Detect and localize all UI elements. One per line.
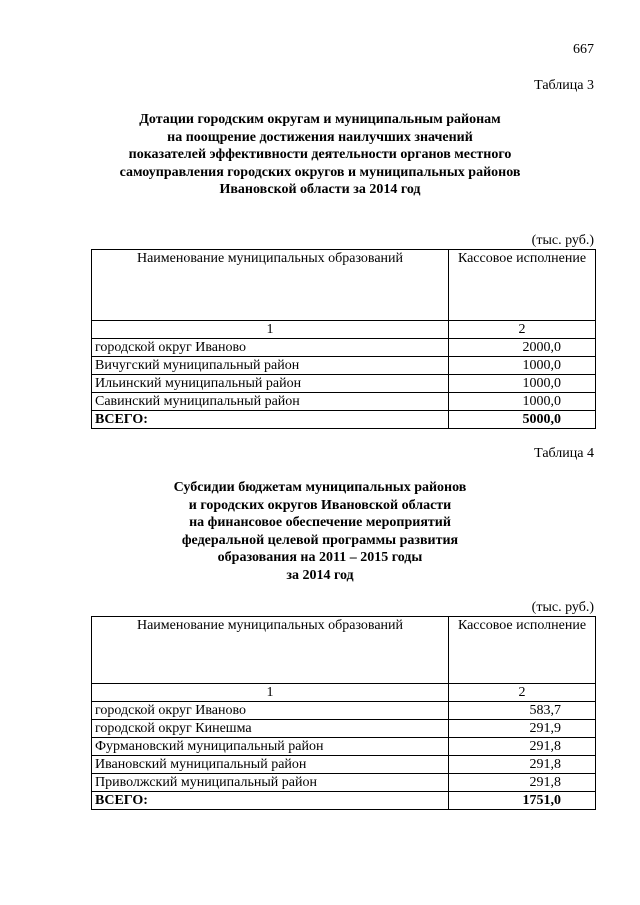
row-name: Вичугский муниципальный район <box>92 357 449 375</box>
row-name: городской округ Иваново <box>92 339 449 357</box>
table3-header-value: Кассовое исполнение <box>449 250 596 321</box>
table-row <box>92 357 596 375</box>
table4-title-line: за 2014 год <box>286 567 354 583</box>
table3-header-name: Наименование муниципальных образований <box>92 250 449 321</box>
table4-colnum: 2 <box>449 684 596 702</box>
table3-label: Таблица 3 <box>534 78 594 93</box>
total-label: ВСЕГО: <box>92 411 449 429</box>
row-name: Приволжский муниципальный район <box>92 774 449 792</box>
row-name: Фурмановский муниципальный район <box>92 738 449 756</box>
row-name: Савинский муниципальный район <box>92 393 449 411</box>
table3-title <box>0 111 640 199</box>
table-row <box>92 738 596 756</box>
table3-title-line: показателей эффективности деятельности органов местного <box>128 147 512 162</box>
table3-title-line: Дотации городским округам и муниципальным районам <box>139 112 501 127</box>
total-value: 1751,0 <box>449 792 596 810</box>
row-value: 583,7 <box>449 702 596 720</box>
table4-title-line: федеральной целевой программы развития <box>181 532 459 548</box>
table4-title-line: Субсидии бюджетам муниципальных районов <box>173 480 467 495</box>
row-value: 1000,0 <box>449 375 596 393</box>
row-value: 2000,0 <box>449 339 596 357</box>
row-name: городской округ Иваново <box>92 702 449 720</box>
table3-title-line: самоуправления городских округов и муниципальных районов <box>119 164 521 180</box>
table-row <box>92 375 596 393</box>
table4-title <box>0 479 640 584</box>
table-row <box>92 702 596 720</box>
row-value: 291,8 <box>449 774 596 792</box>
row-name: городской округ Кинешма <box>92 720 449 738</box>
row-name: Ильинский муниципальный район <box>92 375 449 393</box>
table3 <box>91 249 596 429</box>
row-value: 291,8 <box>449 738 596 756</box>
total-row <box>92 792 596 810</box>
row-value: 1000,0 <box>449 357 596 375</box>
table4-unit: (тыс. руб.) <box>531 600 594 615</box>
table4-title-line: образования на 2011 – 2015 годы <box>217 550 423 565</box>
table4-title-line: на финансовое обеспечение мероприятий <box>189 515 451 530</box>
table3-colnum: 2 <box>449 321 596 339</box>
table3-title-line: на поощрение достижения наилучших значений <box>167 129 473 145</box>
table3-colnum: 1 <box>92 321 449 339</box>
table4 <box>91 616 596 810</box>
table4-title-line: и городских округов Ивановской области <box>188 497 452 513</box>
table3-title-line: Ивановской области за 2014 год <box>219 182 421 197</box>
total-value: 5000,0 <box>449 411 596 429</box>
row-name: Ивановский муниципальный район <box>92 756 449 774</box>
table4-colnum: 1 <box>92 684 449 702</box>
table-row <box>92 756 596 774</box>
row-value: 291,9 <box>449 720 596 738</box>
table-row <box>92 393 596 411</box>
table3-unit: (тыс. руб.) <box>531 233 594 248</box>
table-row <box>92 774 596 792</box>
table-row <box>92 339 596 357</box>
row-value: 291,8 <box>449 756 596 774</box>
table4-label: Таблица 4 <box>534 446 594 461</box>
table4-header-name: Наименование муниципальных образований <box>92 617 449 684</box>
total-row <box>92 411 596 429</box>
row-value: 1000,0 <box>449 393 596 411</box>
total-label: ВСЕГО: <box>92 792 449 810</box>
page-number: 667 <box>573 42 594 57</box>
table4-header-value: Кассовое исполнение <box>449 617 596 684</box>
table-row <box>92 720 596 738</box>
